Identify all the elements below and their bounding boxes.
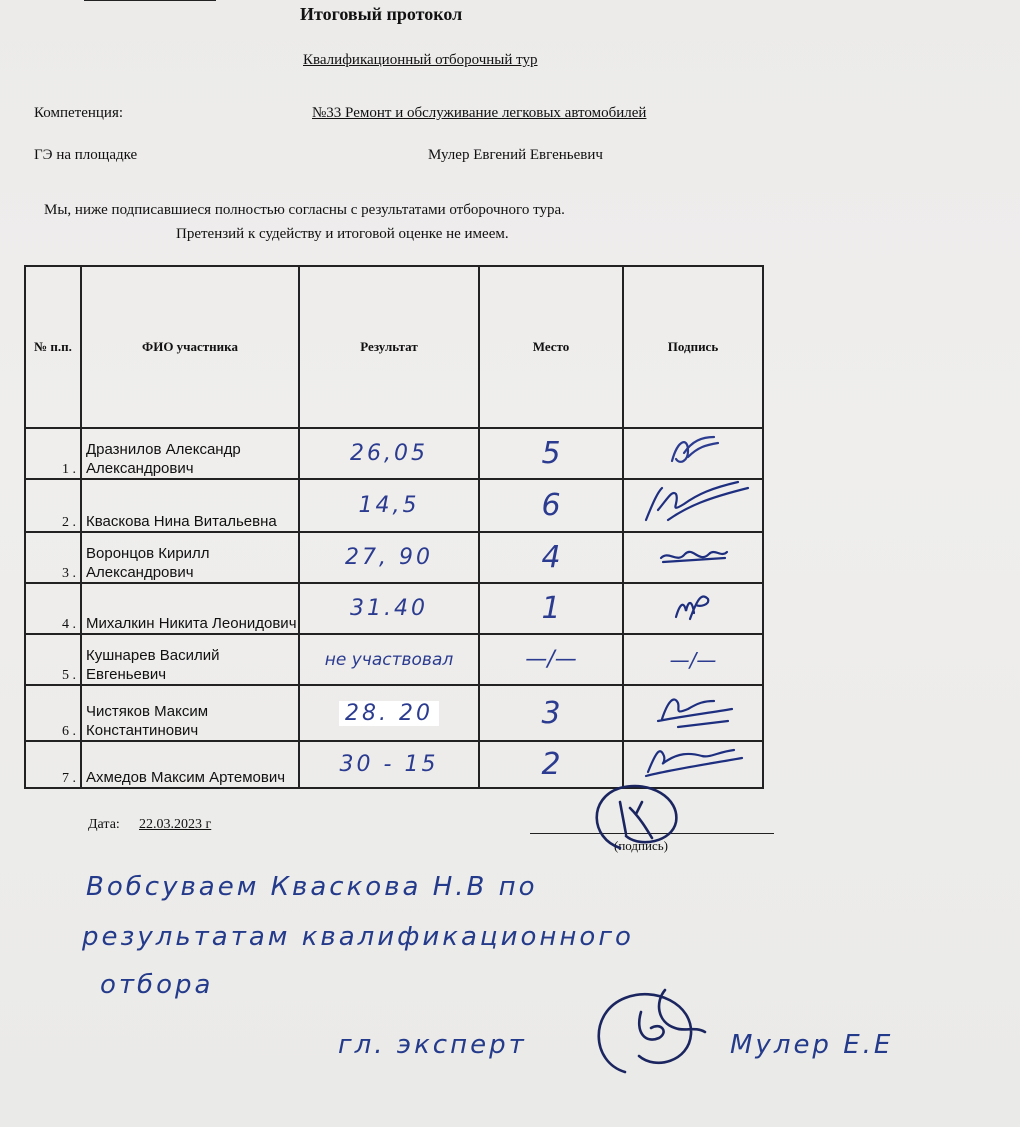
top-rule bbox=[84, 0, 216, 1]
place-value: 4 bbox=[479, 532, 623, 583]
signature-cell bbox=[623, 583, 763, 634]
row-num: 2 . bbox=[25, 479, 81, 532]
place-value: 6 bbox=[479, 479, 623, 532]
participant-name: Воронцов Кирилл Александрович bbox=[81, 532, 299, 583]
row-num: 1 . bbox=[25, 428, 81, 479]
signature-6 bbox=[648, 689, 738, 733]
table-header-row bbox=[25, 266, 763, 428]
handwritten-note-line-5: Мулер Е.Е bbox=[730, 1030, 894, 1060]
signature-7 bbox=[638, 742, 748, 782]
table-row bbox=[25, 685, 763, 741]
date-value: 22.03.2023 г bbox=[139, 817, 212, 832]
table-row bbox=[25, 634, 763, 685]
chief-expert-value: Мулер Евгений Евгеньевич bbox=[428, 147, 603, 163]
participant-name: Кваскова Нина Витальевна bbox=[81, 479, 299, 532]
header-num: № п.п. bbox=[25, 266, 81, 428]
result-value: 14,5 bbox=[299, 479, 479, 532]
handwritten-note-line-4: гл. эксперт bbox=[338, 1030, 527, 1060]
result-value: не участвовал bbox=[299, 634, 479, 685]
handwritten-note-line-2: результатам квалификационного bbox=[82, 922, 634, 952]
result-value: 26,05 bbox=[299, 428, 479, 479]
signature-2 bbox=[628, 480, 758, 526]
signature-cell bbox=[623, 479, 763, 532]
agreement-line-1: Мы, ниже подписавшиеся полностью согласны с результатами отборочного тура. bbox=[44, 202, 565, 218]
document-title: Итоговый протокол bbox=[300, 4, 463, 24]
place-value: 1 bbox=[479, 583, 623, 634]
signature-dash: —/— bbox=[623, 634, 763, 685]
signature-4 bbox=[668, 589, 718, 623]
participant-name: Ахмедов Максим Артемович bbox=[81, 741, 299, 788]
participant-name: Кушнарев Василий Евгеньевич bbox=[81, 634, 299, 685]
chief-signature-mark bbox=[580, 778, 700, 858]
final-signature-mark bbox=[585, 982, 715, 1082]
agreement-line-2: Претензий к судейству и итоговой оценке не имеем. bbox=[176, 226, 509, 242]
result-value: 27, 90 bbox=[299, 532, 479, 583]
row-num: 3 . bbox=[25, 532, 81, 583]
competence-value: №33 Ремонт и обслуживание легковых автомобилей bbox=[312, 105, 647, 121]
row-num: 5 . bbox=[25, 634, 81, 685]
result-value: 31.40 bbox=[299, 583, 479, 634]
table-row bbox=[25, 428, 763, 479]
table-row bbox=[25, 583, 763, 634]
chief-expert-label: ГЭ на площадке bbox=[34, 147, 138, 163]
participant-name: Михалкин Никита Леонидович bbox=[81, 583, 299, 634]
table-row bbox=[25, 479, 763, 532]
signature-caption: (подпись) bbox=[614, 838, 668, 853]
handwritten-note-line-1: Вобсуваем Кваскова Н.В по bbox=[86, 872, 538, 902]
participant-name: Дразнилов Александр Александрович bbox=[81, 428, 299, 479]
results-table bbox=[24, 265, 764, 789]
participant-name: Чистяков Максим Константинович bbox=[81, 685, 299, 741]
place-value: —/— bbox=[479, 634, 623, 685]
signature-1 bbox=[658, 431, 728, 471]
document-subtitle: Квалификационный отборочный тур bbox=[303, 52, 538, 68]
date-label: Дата: bbox=[88, 817, 120, 832]
place-value: 2 bbox=[479, 741, 623, 788]
signature-cell bbox=[623, 685, 763, 741]
row-num: 7 . bbox=[25, 741, 81, 788]
handwritten-note-line-3: отбора bbox=[100, 970, 214, 1000]
header-place: Место bbox=[479, 266, 623, 428]
result-value: 30 - 15 bbox=[299, 741, 479, 788]
signature-3 bbox=[653, 540, 733, 570]
row-num: 4 . bbox=[25, 583, 81, 634]
signature-cell bbox=[623, 532, 763, 583]
place-value: 3 bbox=[479, 685, 623, 741]
place-value: 5 bbox=[479, 428, 623, 479]
header-result: Результат bbox=[299, 266, 479, 428]
competence-label: Компетенция: bbox=[34, 105, 124, 121]
table-row bbox=[25, 532, 763, 583]
result-value bbox=[299, 685, 479, 741]
header-signature: Подпись bbox=[623, 266, 763, 428]
row-num: 6 . bbox=[25, 685, 81, 741]
header-name: ФИО участника bbox=[81, 266, 299, 428]
signature-cell bbox=[623, 428, 763, 479]
corrected-result: 28. 20 bbox=[339, 701, 439, 726]
